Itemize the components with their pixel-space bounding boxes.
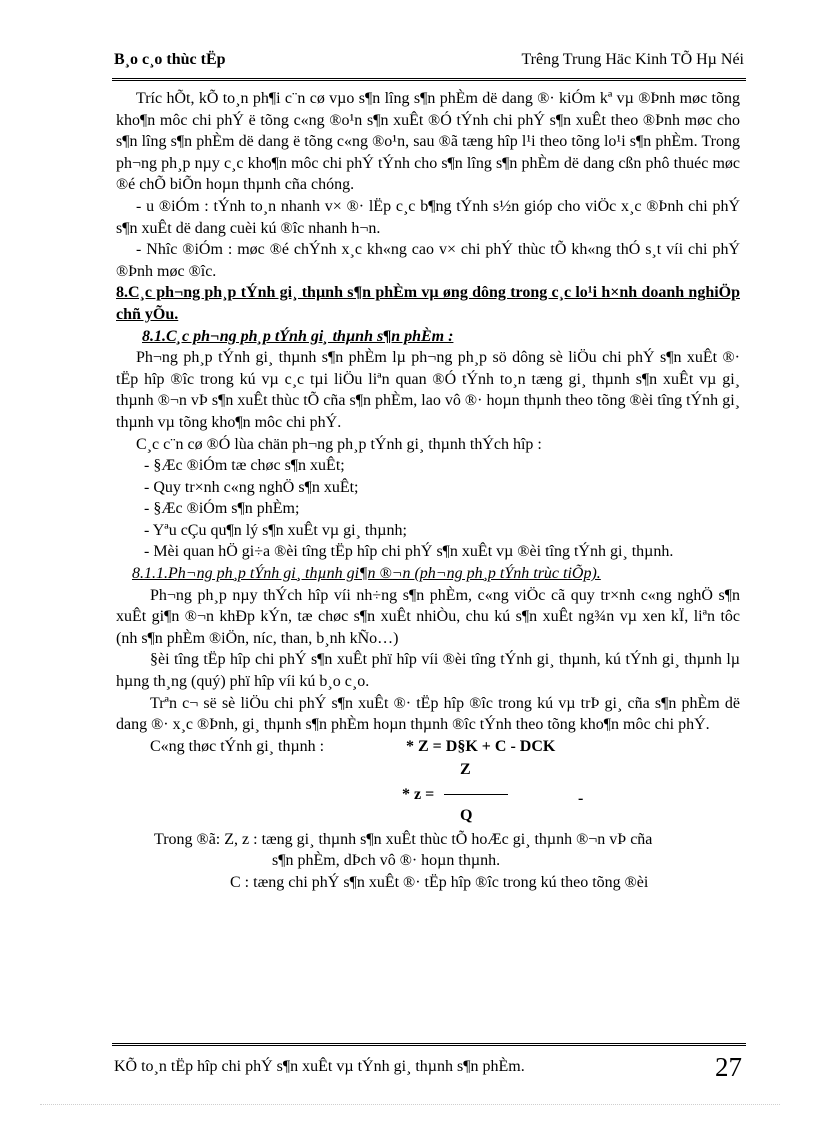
page-number: 27	[715, 1052, 742, 1082]
fraction-bar	[444, 794, 508, 795]
paragraph-tong-chi-phi: C : tæng chi phÝ s¶n xuÊt ®· tËp hîp ®îc trong kú theo tõng ®èi	[230, 874, 649, 891]
paragraph-doi-tuong: §èi tîng tËp hîp chi phÝ s¶n xuÊt phï hîp víi ®èi tîng tÝnh gi¸ thµnh, kú tÝnh gi¸ thµnh lµ hµng th¸ng (quý) phï hîp víi kú b¸o c¸o.	[116, 651, 740, 691]
footer-text: KÕ to¸n tËp hîp chi phÝ s¶n xuÊt vµ tÝnh gi¸ thµnh s¶n phÈm.	[114, 1058, 525, 1075]
formula-row	[116, 736, 740, 759]
formula-label: C«ng thøc tÝnh gi¸ thµnh :	[150, 737, 325, 755]
header-rule	[112, 78, 746, 82]
formula-unit-cost	[116, 759, 740, 829]
section-heading-8: 8.C¸c ph¬ng ph¸p tÝnh gi¸ thµnh s¶n phÈm vµ øng dông trong c¸c lo¹i h×nh doanh nghiÖp chñ yÕu.	[116, 284, 740, 323]
paragraph-dich-vu: s¶n phÈm, dÞch vô ®· hoµn thµnh.	[272, 852, 501, 870]
fraction-lhs: * z =	[402, 785, 435, 803]
formula-dash: -	[578, 789, 584, 807]
header-left-title: B¸o c¸o thùc tËp	[114, 51, 226, 68]
formula-total-cost: * Z = D§K + C - DCK	[406, 737, 556, 755]
fraction-denominator: Q	[460, 806, 473, 824]
page-footer	[114, 1052, 744, 1086]
paragraph-tren-co-so: Trªn c¬ së sè liÖu chi phÝ s¶n xuÊt ®· tËp hîp ®îc trong kú vµ trÞ gi¸ cña s¶n phÈm dë dang ®· x¸c ®Þnh, gi¸ thµnh s¶n phÈm hoµn thµnh ®îc tÝnh theo tõng kho¶n môc chi phÝ.	[116, 694, 740, 734]
subsection-heading-8-1-1: 8.1.1.Ph¬ng ph¸p tÝnh gi¸ thµnh gi¶n ®¬n (ph¬ng ph¸p tÝnh trùc tiÕp).	[132, 565, 601, 583]
paragraph-dinh-muc: Tríc hÕt, kÕ to¸n ph¶i c¨n cø vµo s¶n lîng s¶n phÈm dë dang ®· kiÓm kª vµ ®Þnh møc tõng kho¶n môc chi phÝ ë tõng c«ng ®o¹n s¶n xuÊt ®Ó tÝnh chi phÝ s¶n xuÊt theo ®Þnh møc cho s¶n lîng s¶n phÈm dë dang ë tõng c«ng ®o¹n, sau ®ã tæng hîp l¹i theo tõng lo¹i s¶n phÈm. Trong ph¬ng ph¸p nµy c¸c kho¶n môc chi phÝ tÝnh cho s¶n lîng s¶n phÈm dë dang cßn phô thuéc møc ®é chÕ biÕn hoµn thµnh cña chóng.	[116, 90, 740, 194]
document-body	[116, 88, 740, 894]
fraction-numerator: Z	[460, 760, 471, 778]
subsection-heading-8-1: 8.1.C¸c ph¬ng ph¸p tÝnh gi¸ thµnh s¶n phÈm :	[142, 327, 454, 345]
list-item-dac-diem-san-pham: - §Æc ®iÓm s¶n phÈm;	[144, 500, 300, 518]
list-item-dac-diem-to-chuc: - §Æc ®iÓm tæ chøc s¶n xuÊt;	[144, 457, 345, 475]
paragraph-thich-hop: Ph¬ng ph¸p nµy thÝch hîp víi nh÷ng s¶n phÈm, c«ng viÖc cã quy tr×nh c«ng nghÖ s¶n xuÊt gi¶n ®¬n khÐp kÝn, tæ chøc s¶n xuÊt nhiÒu, chu kú s¶n xuÊt ng¾n vµ xen kÏ, liªn tôc (nh s¶n phÈm ®iÖn, níc, than, b¸nh kÑo…)	[116, 586, 740, 647]
list-item-quy-trinh: - Quy tr×nh c«ng nghÖ s¶n xuÊt;	[144, 478, 359, 496]
list-item-moi-quan-he: - Mèi quan hÖ gi÷a ®èi tîng tËp hîp chi phÝ s¶n xuÊt vµ ®èi tîng tÝnh gi¸ thµnh.	[144, 543, 674, 561]
paragraph-nhuoc-diem: - Nhîc ®iÓm : møc ®é chÝnh x¸c kh«ng cao v× chi phÝ thùc tÕ kh«ng thÓ s¸t víi chi phÝ ®Þnh møc ®îc.	[116, 241, 740, 280]
header-right-school: Trêng Trung Häc Kinh TÕ Hµ Néi	[521, 51, 744, 68]
list-item-yeu-cau: - Yªu cÇu qu¶n lý s¶n xuÊt vµ gi¸ thµnh;	[144, 521, 407, 539]
paragraph-can-cu: C¸c c¨n cø ®Ó lùa chän ph¬ng ph¸p tÝnh gi¸ thµnh thÝch hîp :	[136, 435, 542, 453]
paragraph-trong-do: Trong ®ã: Z, z : tæng gi¸ thµnh s¶n xuÊt thùc tÕ hoÆc gi¸ thµnh ®¬n vÞ cña	[154, 830, 653, 848]
page-bottom-dotted-line	[40, 1104, 780, 1105]
paragraph-phuong-phap: Ph¬ng ph¸p tÝnh gi¸ thµnh s¶n phÈm lµ ph¬ng ph¸p sö dông sè liÖu chi phÝ s¶n xuÊt ®· tËp hîp ®îc trong kú vµ c¸c tµi liÖu liªn quan ®Ó tÝnh to¸n tæng gi¸ thµnh s¶n xuÊt vµ gi¸ thµnh ®¬n vÞ s¶n xuÊt thùc tÕ cña s¶n phÈm, lao vô ®· hoµn thµnh theo tõng ®èi tîng tÝnh gi¸ thµnh vµ tõng kho¶n môc chi phÝ.	[116, 349, 740, 431]
page-header	[114, 48, 744, 74]
paragraph-uu-diem: - u ®iÓm : tÝnh to¸n nhanh v× ®· lËp c¸c b¶ng tÝnh s½n gióp cho viÖc x¸c ®Þnh chi phÝ s¶n xuÊt dë dang cuèi kú ®îc nhanh h¬n.	[116, 197, 740, 237]
footer-rule	[112, 1043, 746, 1047]
